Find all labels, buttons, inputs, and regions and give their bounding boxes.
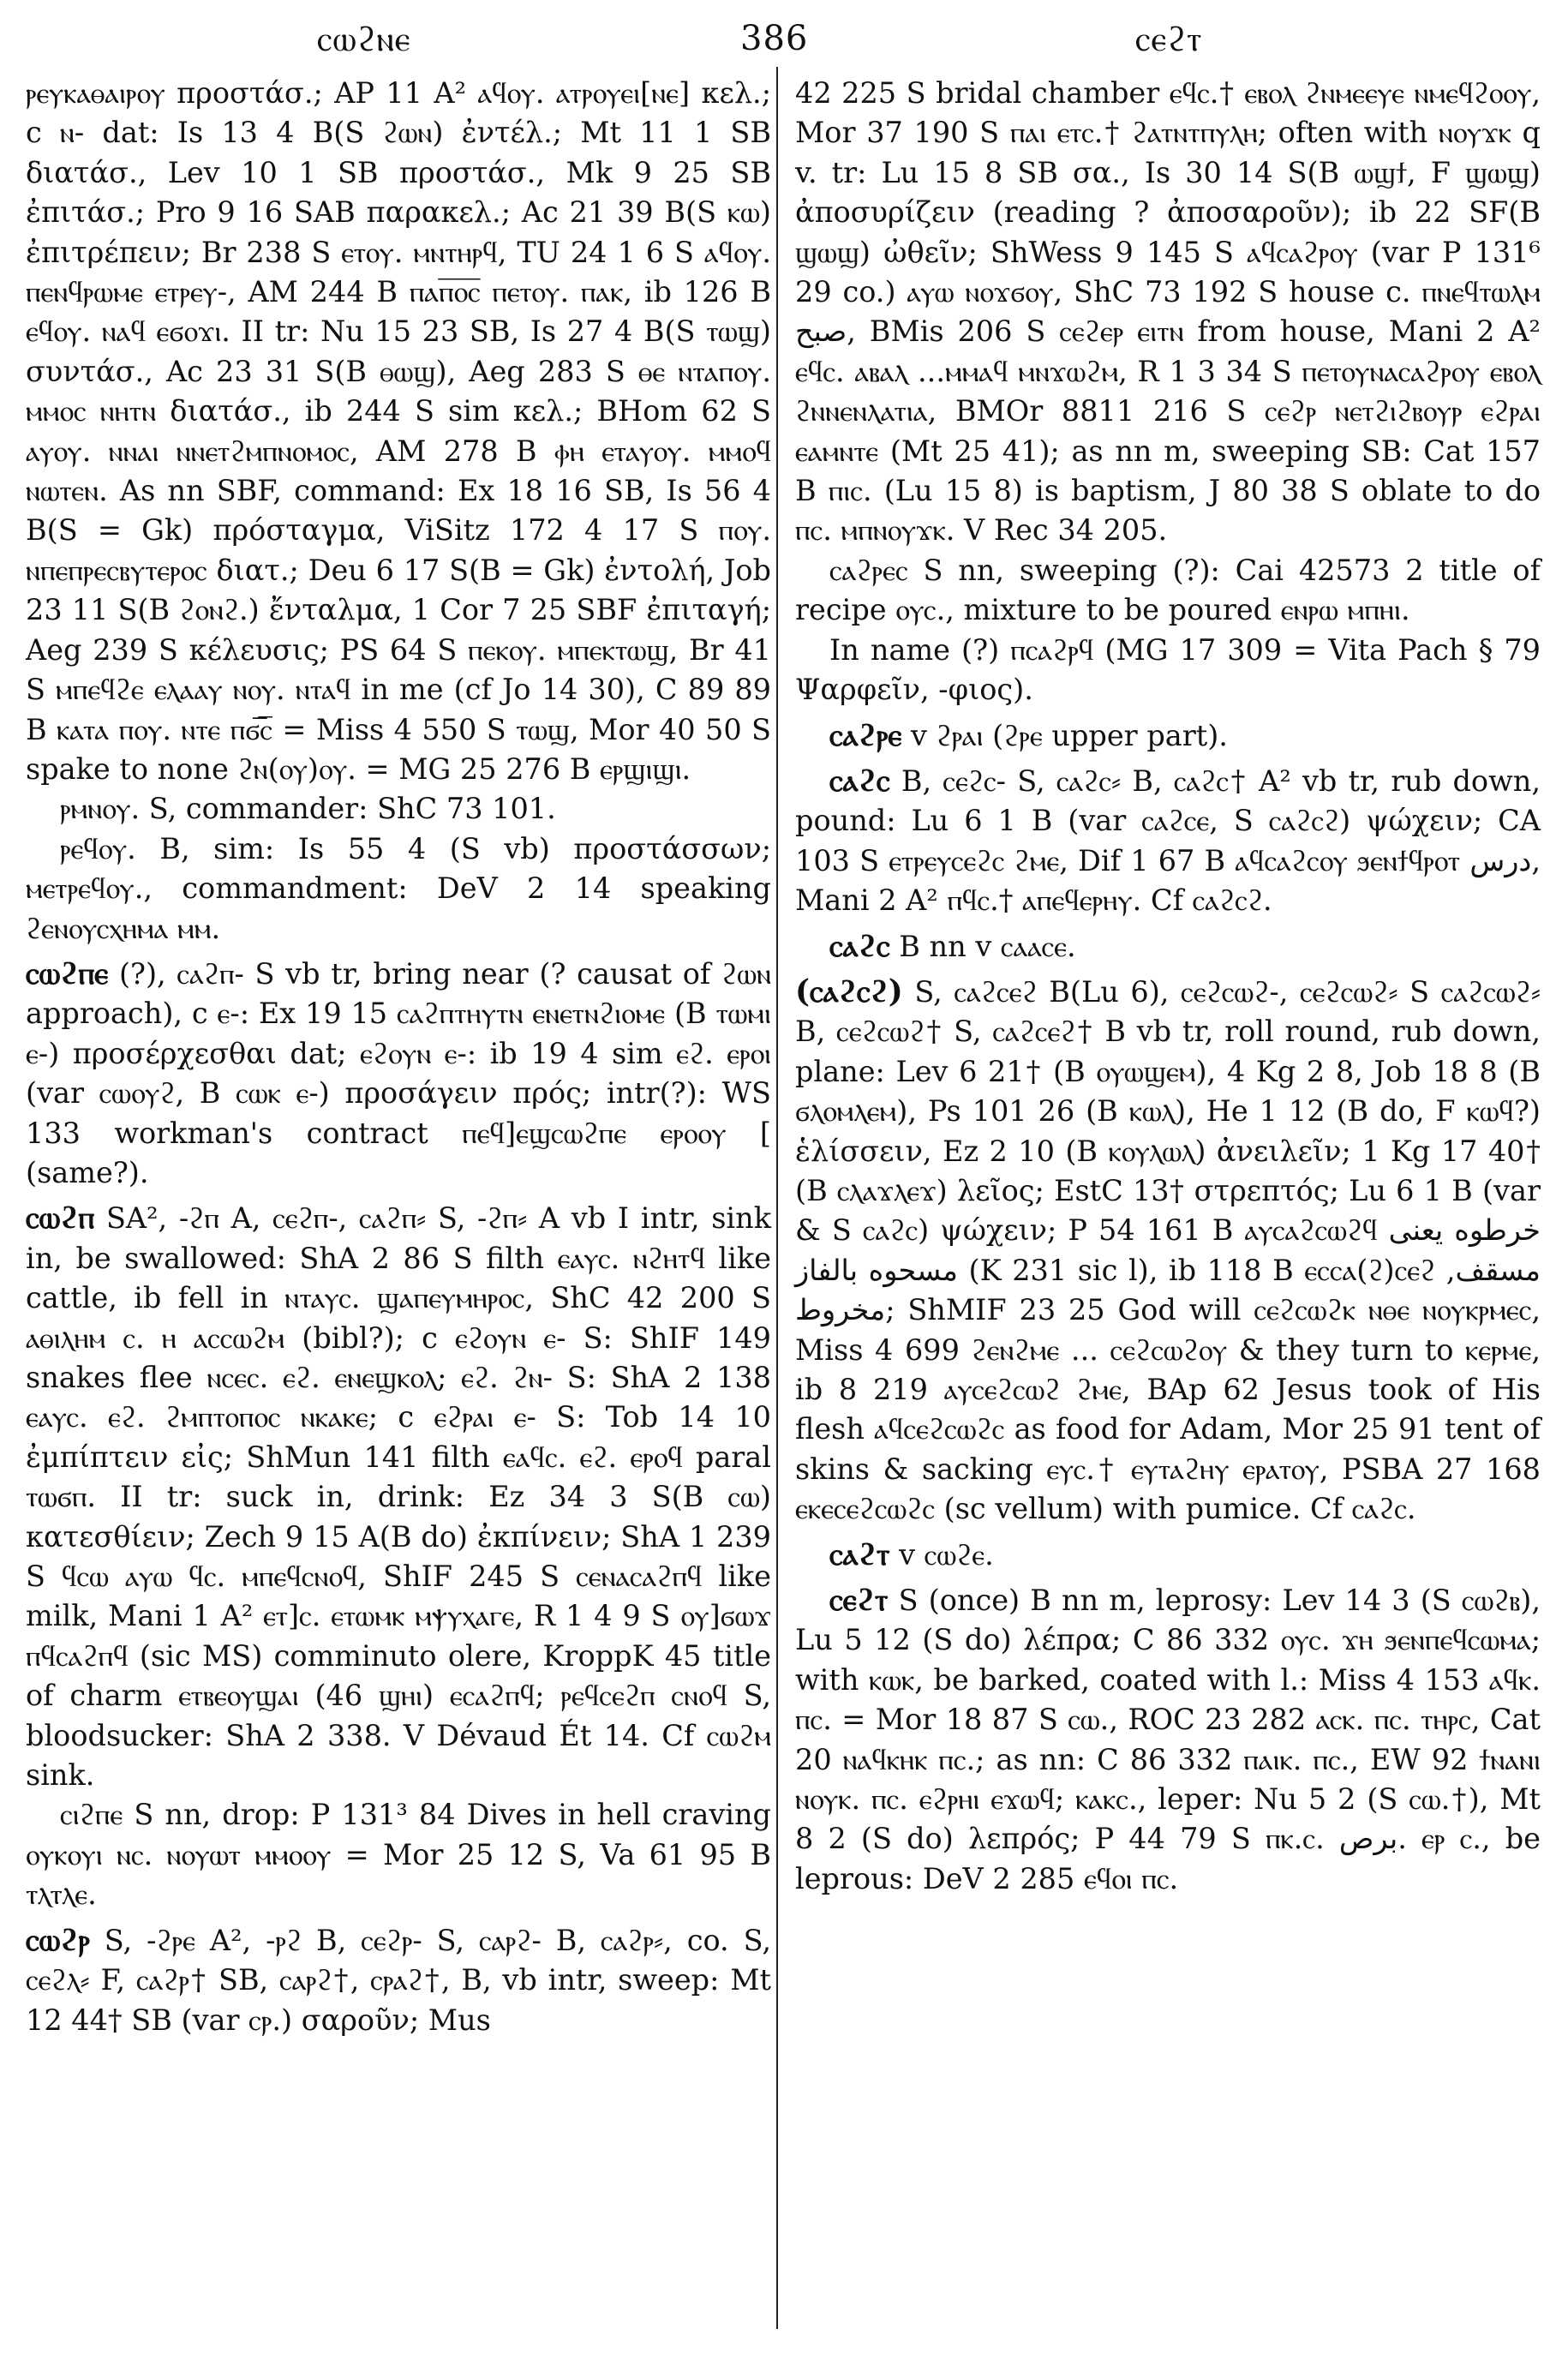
dictionary-entry: ⲥⲁϩⲣⲉ v ϩⲣⲁⲓ (ϩⲣⲉ upper part).: [829, 716, 1228, 753]
dictionary-entry: ⲥⲁϩⲥ B, ⲥⲉϩⲥ- S, ⲥⲁϩⲥ⸗ B, ⲥⲁϩⲥ† A² vb tr, rub down, pound: Lu 6 1 B (var ⲥⲁϩⲥⲉ, S ⲥⲁϩⲥϩ) ψώχειν; CA 103 S ⲉⲧⲣⲉⲩⲥⲉϩⲥ ϩⲙⲉ, Dif 1 67 B ⲁϥⲥⲁϩⲥⲟⲩ ϧⲉⲛϯϥⲣⲟⲧ درس, Mani 2 A² ⲡϥⲥ.† ⲁⲡⲉϥⲉⲣⲏⲩ. Cf ⲥⲁϩⲥϩ.: [795, 762, 1541, 918]
dictionary-entry: ⲣⲉⲩⲕⲁⲑⲁⲓⲣⲟⲩ προστάσ.; AP 11 A² ⲁϥⲟⲩ. ⲁⲧⲣⲟⲩⲉⲓ[ⲛⲉ] κελ.; c ⲛ- dat: Is 13 4 B(S ϩⲱⲛ) ἐντέλ.; Mt 11 1 SB διατάσ., Lev 10 1 SB προστάσ., Mk 9 25 SB ἐπιτάσ.; Pro 9 16 SAB παρακελ.; Ac 21 39 B(S ⲕⲱ) ἐπιτρέπειν; Br 238 S ⲉⲧⲟⲩ. ⲙⲛⲧⲏⲣϥ, TU 24 1 6 S ⲁϥⲟⲩ. ⲡⲉⲛϥⲣⲱⲙⲉ ⲉⲧⲣⲉⲩ-, AM 244 B ⲡⲁⲡ̅ⲟ̅ⲥ̅ ⲡⲉⲧⲟⲩ. ⲡⲁⲕ, ib 126 B ⲉϥⲟⲩ. ⲛⲁϥ ⲉϭⲟϫⲓ. II tr: Nu 15 23 SB, Is 27 4 B(S ⲧⲱϣ) συντάσ., Ac 23 31 S(B ⲑⲱϣ), Aeg 283 S ⲑⲉ ⲛⲧⲁⲡⲟⲩ. ⲙⲙⲟⲥ ⲛⲏⲧⲛ διατάσ., ib 244 S sim κελ.; BHom 62 S ⲁⲩⲟⲩ. ⲛⲛⲁⲓ ⲛⲛⲉⲧϩⲙⲡⲛⲟⲙⲟⲥ, AM 278 B ⲫⲏ ⲉⲧⲁⲩⲟⲩ. ⲙⲙⲟϥ ⲛⲱⲧⲉⲛ. As nn SBF, command: Ex 18 16 SB, Is 56 4 B(S = Gk) πρόσταγμα, ViSitz 172 4 17 S ⲡⲟⲩ. ⲛⲡⲉⲡⲣⲉⲥⲃⲩⲧⲉⲣⲟⲥ διατ.; Deu 6 17 S(B = Gk) ἐντολή, Job 23 11 S(B ϩⲟⲛϩ.) ἔνταλμα, 1 Cor 7 25 SBF ἐπιταγή; Aeg 239 S κέλευσις; PS 64 S ⲡⲉⲕⲟⲩ. ⲙⲡⲉⲕⲧⲱϣ, Br 41 S ⲙⲡⲉϥϩⲉ ⲉⲗⲁⲁⲩ ⲛⲟⲩ. ⲛⲧⲁϥ in me (cf Jo 14 30), C 89 89 B ⲕⲁⲧⲁ ⲡⲟⲩ. ⲛⲧⲉ ⲡϭ̅ⲥ̅ = Miss 4 550 S ⲧⲱϣ, Mor 40 50 S spake to none ϩⲛ(ⲟⲩ)ⲟⲩ. = MG 25 276 B ⲉⲣϣⲓϣⲓ.: [26, 76, 771, 786]
dictionary-entry: ⲥⲉϩⲧ S (once) B nn m, leprosy: Lev 14 3 (S ⲥⲱϩⲃ), Lu 5 12 (S do) λέπρα; C 86 332 ⲟⲩⲥ. ϫⲏ ϧⲉⲛⲡⲉϥⲥⲱⲙⲁ; with ⲕⲱⲕ, be barked, coated with l.: Miss 4 153 ⲁϥⲕ. ⲡⲥ. = Mor 18 87 S ⲥⲱ., ROC 23 282 ⲁⲥⲕ. ⲡⲥ. ⲧⲏⲣⲥ, Cat 20 ⲛⲁϥⲕⲏⲕ ⲡⲥ.; as nn: C 86 332 ⲡⲁⲓⲕ. ⲡⲥ., EW 92 ϯⲛⲁⲛⲓ ⲛⲟⲩⲕ. ⲡⲥ. ⲉϩⲣⲏⲓ ⲉϫⲱϥ; ⲕⲁⲕⲥ., leper: Nu 5 2 (S ⲥⲱ.†), Mt 8 2 (S do) λεπρός; P 44 79 S ⲡⲕ.ⲥ. برص. ⲉⲣ ⲥ., be leprous: DeV 2 285 ⲉϥⲟⲓ ⲡⲥ.: [795, 1582, 1541, 1895]
dictionary-entry: ⲥⲓϩⲡⲉ S nn, drop: P 131³ 84 Dives in hell craving ⲟⲩⲕⲟⲩⲓ ⲛⲥ. ⲛⲟⲩⲱⲧ ⲙⲙⲟⲟⲩ = Mor 25 12 S, Va 61 95 B ⲧⲗⲧⲗⲉ.: [26, 1798, 771, 1912]
dictionary-entry: ⲣⲙⲛⲟⲩ. S, commander: ShC 73 101.: [60, 792, 556, 826]
dictionary-entry: ⲥⲁϩⲧ v ⲥⲱϩⲉ.: [829, 1536, 994, 1572]
dictionary-entry: ⲥⲱϩⲣ S, -ϩⲣⲉ A², -ⲣϩ B, ⲥⲉϩⲣ- S, ⲥⲁⲣϩ- B, ⲥⲁϩⲣ⸗, co. S, ⲥⲉϩⲗ⸗ F, ⲥⲁϩⲣ† SB, ⲥⲁⲣϩ†, ⲥⲣⲁϩ†, B, vb intr, sweep: Mt 12 44† SB (var ⲥⲣ.) σαροῦν; Mus: [26, 1921, 771, 2037]
column-divider: [776, 67, 778, 2329]
dictionary-entry: 42 225 S bridal chamber ⲉϥⲥ.† ⲉⲃⲟⲗ ϩⲛⲙⲉⲉⲩⲉ ⲛⲙⲉϥϩⲟⲟⲩ, Mor 37 190 S ⲡⲁⲓ ⲉⲧⲥ.† ϩⲁⲧⲛⲧⲡⲩⲗⲏ; often with ⲛⲟⲩϫⲕ q v. tr: Lu 15 8 SB σα., Is 30 14 S(B ⲱϣϯ, F ϣⲱϣ) ἀποσυρίζειν (reading ? ἀποσαροῦν); ib 22 SF(B ϣⲱϣ) ὠθεῖν; ShWess 9 145 S ⲁϥⲥⲁϩⲣⲟⲩ (var P 131⁶ 29 co.) ⲁⲩⲱ ⲛⲟϫϭⲟⲩ, ShC 73 192 S house c. ⲡⲛⲉϥⲧⲱⲗⲙ صبح, BMis 206 S ⲥⲉϩⲉⲣ ⲉⲓⲧⲛ from house, Mani 2 A² ⲉϥⲥ. ⲁⲃⲁⲗ ...ⲙⲙⲁϥ ⲙⲛϫⲱϩⲙ, R 1 3 34 S ⲡⲉⲧⲟⲩⲛⲁⲥⲁϩⲣⲟⲩ ⲉⲃⲟⲗ ϩⲛⲛⲉⲛⲗⲁⲧⲓⲁ, BMOr 8811 216 S ⲥⲉϩⲣ ⲛⲉⲧϩⲓϩⲃⲟⲩⲣ ⲉϩⲣⲁⲓ ⲉⲁⲙⲛⲧⲉ (Mt 25 41); as nn m, sweeping SB: Cat 157 B ⲡⲓⲥ. (Lu 15 8) is baptism, J 80 38 S oblate to do ⲡⲥ. ⲙⲡⲛⲟⲩϫⲕ. V Rec 34 205.: [795, 76, 1541, 548]
dictionary-entry: ⲥⲁϩⲥ B nn v ⲥⲁⲁⲥⲉ.: [829, 927, 1076, 964]
dictionary-entry: ⲣⲉϥⲟⲩ. B, sim: Is 55 4 (S vb) προστάσσων; ⲙⲉⲧⲣⲉϥⲟⲩ., commandment: DeV 2 14 speaking ϩⲉⲛⲟⲩⲥⲭⲏⲙⲁ ⲙⲙ.: [26, 831, 771, 945]
dictionary-entry: ⲥⲁϩⲣⲉⲥ S nn, sweeping (?): Cai 42573 2 title of recipe ⲟⲩⲥ., mixture to be poured ⲉⲛⲣⲱ ⲙⲡⲏⲓ.: [795, 553, 1541, 627]
dictionary-entry: ⲥⲱϩⲡⲉ (?), ⲥⲁϩⲡ- S vb tr, bring near (? causat of ϩⲱⲛ approach), c ⲉ-: Ex 19 15 ⲥⲁϩⲡⲧⲏⲩⲧⲛ ⲉⲛⲉⲧⲛϩⲓⲟⲙⲉ (B ⲧⲱⲙⲓ ⲉ-) προσέρχεσθαι dat; ⲉϩⲟⲩⲛ ⲉ-: ib 19 4 sim ⲉϩ. ⲉⲣⲟⲓ (var ⲥⲱⲟⲩϩ, B ⲥⲱⲕ ⲉ-) προσάγειν πρός; intr(?): WS 133 workman's contract ⲡⲉϥ]ⲉϣⲥⲱϩⲡⲉ ⲉⲣⲟⲟⲩ [ (same?).: [26, 955, 771, 1189]
right-column: [795, 74, 1541, 1899]
dictionary-entry: (ⲥⲁϩⲥϩ) S, ⲥⲁϩⲥⲉϩ B(Lu 6), ⲥⲉϩⲥⲱϩ-, ⲥⲉϩⲥⲱϩ⸗ S ⲥⲁϩⲥⲱϩ⸗ B, ⲥⲉϩⲥⲱϩ† S, ⲥⲁϩⲥⲉϩ† B vb tr, roll round, rub down, plane: Lev 6 21† (B ⲟⲩⲱϣⲉⲙ), 4 Kg 2 8, Job 18 8 (B ϭⲗⲟⲙⲗⲉⲙ), Ps 101 26 (B ⲕⲱⲗ), He 1 12 (B do, F ⲕⲱϥ?) ἑλίσσειν, Ez 2 10 (B ⲕⲟⲩⲗⲱⲗ) ἀνειλεῖν; 1 Kg 17 40† (B ⲥⲗⲁϫⲗⲉϫ) λεῖος; EstC 13† στρεπτός; Lu 6 1 B (var & S ⲥⲁϩⲥ) ψώχειν; P 54 161 B ⲁⲩⲥⲁϩⲥⲱϩϥ خرطوه يعنى مسحوه بالفاز (K 231 sic l), ib 118 B ⲉⲥⲥⲁ(ϩ)ⲥⲉϩ مسقف, مخروط; ShMIF 23 25 God will ⲥⲉϩⲥⲱϩⲕ ⲛⲑⲉ ⲛⲟⲩⲕⲣⲙⲉⲥ, Miss 4 699 ϩⲉⲛϩⲙⲉ ... ⲥⲉϩⲥⲱϩⲟⲩ & they turn to ⲕⲉⲣⲙⲉ, ib 8 219 ⲁⲩⲥⲉϩⲥⲱϩ ϩⲙⲉ, BAp 62 Jesus took of His flesh ⲁϥⲥⲉϩⲥⲱϩⲥ as food for Adam, Mor 25 91 tent of skins & sacking ⲉⲩⲥ.† ⲉⲩⲧⲁϩⲏⲩ ⲉⲣⲁⲧⲟⲩ, PSBA 27 168 ⲉⲕⲉⲥⲉϩⲥⲱϩⲥ (sc vellum) with pumice. Cf ⲥⲁϩⲥ.: [795, 973, 1541, 1526]
running-head-left: ⲥⲱϩⲛⲉ: [317, 20, 411, 59]
page-number: 386: [740, 19, 809, 58]
left-column: [26, 74, 771, 2040]
running-head-right: ⲥⲉϩⲧ: [1135, 20, 1203, 59]
dictionary-entry: In name (?) ⲡⲥⲁϩⲣϥ (MG 17 309 = Vita Pach § 79 Ψαρφεῖν, -φιος).: [795, 632, 1541, 707]
dictionary-entry: ⲥⲱϩⲡ SA², -ϩⲡ A, ⲥⲉϩⲡ-, ⲥⲁϩⲡ⸗ S, -ϩⲡ⸗ A vb I intr, sink in, be swallowed: ShA 2 86 S filth ⲉⲁⲩⲥ. ⲛϩⲏⲧϥ like cattle, ib fell in ⲛⲧⲁⲩⲥ. ϣⲁⲡⲉⲩⲙⲏⲣⲟⲥ, ShC 42 200 S ⲁⲑⲓⲗⲏⲙ ⲥ. ⲏ ⲁⲥⲥⲱϩⲙ (bibl?); c ⲉϩⲟⲩⲛ ⲉ- S: ShIF 149 snakes flee ⲛⲥⲉⲥ. ⲉϩ. ⲉⲛⲉϣⲕⲟⲗ; ⲉϩ. ϩⲛ- S: ShA 2 138 ⲉⲁⲩⲥ. ⲉϩ. ϩⲙⲡⲧⲟⲡⲟⲥ ⲛⲕⲁⲕⲉ; c ⲉϩⲣⲁⲓ ⲉ- S: Tob 14 10 ἐμπίπτειν εἰς; ShMun 141 filth ⲉⲁϥⲥ. ⲉϩ. ⲉⲣⲟϥ paral ⲧⲱϭⲡ. II tr: suck in, drink: Ez 34 3 S(B ⲥⲱ) κατεσθίειν; Zech 9 15 A(B do) ἐκπίνειν; ShA 1 239 S ϥⲥⲱ ⲁⲩⲱ ϥⲥ. ⲙⲡⲉϥⲥⲛⲟϥ, ShIF 245 S ⲥⲉⲛⲁⲥⲁϩⲡϥ like milk, Mani 1 A² ⲉⲧ]ⲥ. ⲉⲧⲱⲙⲕ ⲙⲯⲩⲭⲁⲅⲉ, R 1 4 9 S ⲟⲩ]ϭⲱϫ ⲡϥⲥⲁϩⲡϥ (sic MS) comminuto olere, KroppK 45 title of charm ⲉⲧⲃⲉⲟⲩϣⲁⲓ (46 ϣⲏⲓ) ⲉⲥⲁϩⲡϥ; ⲣⲉϥⲥⲉϩⲡ ⲥⲛⲟϥ S, bloodsucker: ShA 2 338. V Dévaud Ét 14. Cf ⲥⲱϩⲙ sink.: [26, 1200, 771, 1793]
